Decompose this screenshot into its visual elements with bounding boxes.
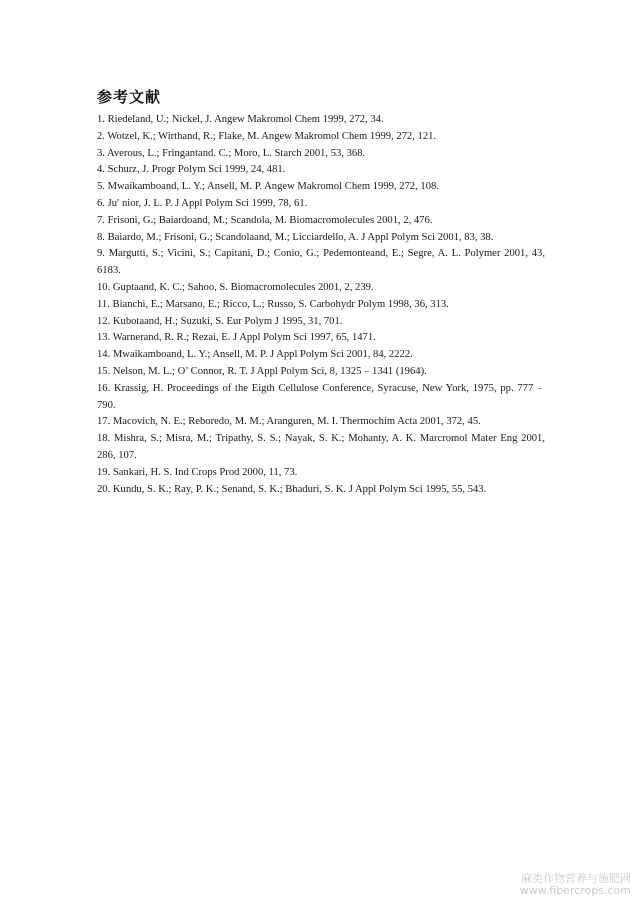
references-heading: 参考文献 bbox=[97, 88, 162, 106]
watermark-url: www.fibercrops.com bbox=[519, 884, 631, 897]
reference-item: 3. Averous, L.; Fringantand. C.; Moro, L. Starch 2001, 53, 368. bbox=[97, 147, 366, 159]
reference-item: 14. Mwaikamboand, L. Y.; Ansell, M. P. J Appl Polym Sci 2001, 84, 2222. bbox=[97, 349, 413, 361]
reference-item: 20. Kundu, S. K.; Ray, P. K.; Senand, S. K.; Bhaduri, S. K. J Appl Polym Sci 1995, 55, 543. bbox=[97, 483, 487, 495]
reference-item: 18. Mishra, S.; Misra, M.; Tripathy, S. S.; Nayak, S. K.; Mohanty, A. K. Marcromol Mater Eng 2001, 286, 107. bbox=[97, 433, 545, 461]
reference-item: 8. Baiardo, M.; Frisoni, G.; Scandolaand, M.; Licciardello, A. J Appl Polym Sci 2001, 83, 38. bbox=[97, 231, 494, 243]
reference-item: 5. Mwaikamboand, L. Y.; Ansell, M. P. Angew Makromol Chem 1999, 272, 108. bbox=[97, 181, 439, 193]
site-watermark bbox=[520, 873, 631, 897]
reference-list bbox=[97, 112, 545, 498]
reference-item: 12. Kubotaand, H.; Suzuki, S. Eur Polym J 1995, 31, 701. bbox=[97, 315, 343, 327]
watermark-site-name: 麻类作物营养与施肥网 bbox=[521, 872, 631, 885]
reference-item: 16. Krassig, H. Proceedings of the Eigth Cellulose Conference, Syracuse, New York, 1975, pp. 777﹣790. bbox=[97, 382, 545, 411]
reference-item: 6. Ju′ nior, J. L. P. J Appl Polym Sci 1999, 78, 61. bbox=[97, 197, 308, 209]
reference-item: 9. Margutti, S.; Vicini, S.; Capitani, D.; Conio, G.; Pedemonteand, E.; Segre, A. L. Polymer 2001, 43, 6183. bbox=[97, 248, 545, 277]
reference-item: 17. Macovich, N. E.; Reboredo, M. M.; Aranguren, M. I. Thermochim Acta 2001, 372, 45. bbox=[97, 416, 481, 428]
reference-item: 11. Bianchi, E.; Marsano, E.; Ricco, L.; Russo, S. Carbohydr Polym 1998, 36, 313. bbox=[97, 298, 449, 310]
reference-item: 15. Nelson, M. L.; O’ Connor, R. T. J Appl Polym Sci, 8, 1325﹣1341 (1964). bbox=[97, 365, 427, 377]
reference-item: 2. Wotzel, K.; Wirthand, R.; Flake, M. Angew Makromol Chem 1999, 272, 121. bbox=[97, 130, 437, 142]
reference-item: 19. Sankari, H. S. Ind Crops Prod 2000, 11, 73. bbox=[97, 466, 298, 478]
reference-item: 7. Frisoni, G.; Baiardoand, M.; Scandola, M. Biomacromolecules 2001, 2, 476. bbox=[97, 214, 433, 226]
reference-item: 13. Warnerand, R. R.; Rezai, E. J Appl Polym Sci 1997, 65, 1471. bbox=[97, 332, 376, 344]
reference-item: 4. Schurz, J. Progr Polym Sci 1999, 24, 481. bbox=[97, 164, 286, 176]
reference-item: 1. Riedeland, U.; Nickel, J. Angew Makromol Chem 1999, 272, 34. bbox=[97, 114, 384, 125]
reference-item: 10. Guptaand, K. C.; Sahoo, S. Biomacromolecules 2001, 2, 239. bbox=[97, 281, 374, 293]
